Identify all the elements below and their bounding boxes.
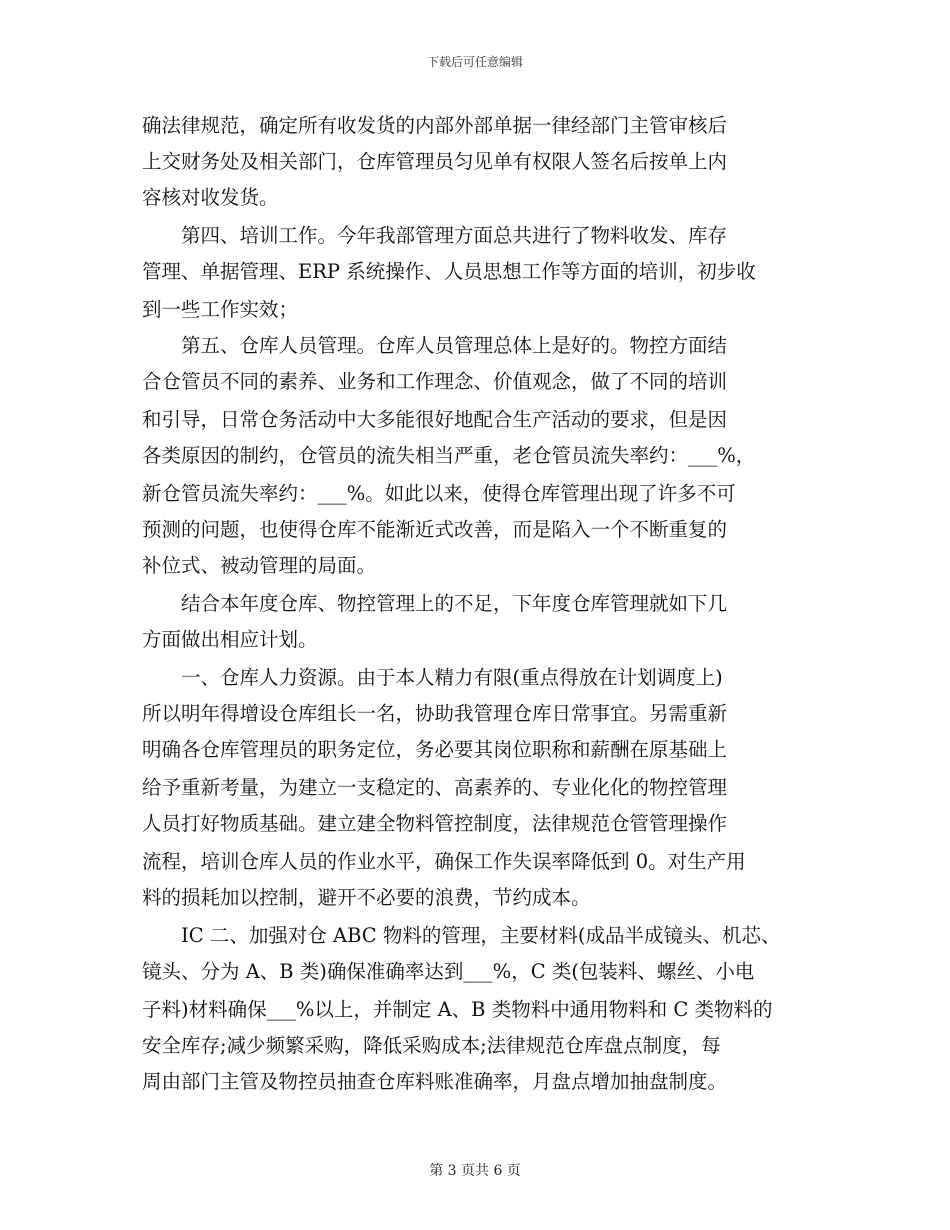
text-line: 容核对收发货。 <box>142 186 279 209</box>
text-line: IC 二、加强对仓 ABC 物料的管理，主要材料(成品半成镜头、机芯、 <box>142 924 781 947</box>
text-line: 料的损耗加以控制，避开不必要的浪费，节约成本。 <box>142 886 591 909</box>
text-line: 补位式、被动管理的局面。 <box>142 554 377 577</box>
text-line: 各类原因的制约，仓管员的流失相当严重，老仓管员流失率约：___%， <box>142 444 756 467</box>
text-line: 结合本年度仓库、物控管理上的不足，下年度仓库管理就如下几 <box>142 592 728 615</box>
text-line: 镜头、分为 A、B 类)确保准确率达到___%，C 类(包装料、螺丝、小电 <box>142 960 755 983</box>
page-header: 下载后可任意编辑 <box>426 55 523 69</box>
text-line: 和引导，日常仓务活动中大多能很好地配合生产活动的要求，但是因 <box>142 408 728 431</box>
text-line: 上交财务处及相关部门，仓库管理员匀见单有权限人签名后按单上内 <box>142 150 728 173</box>
text-line: 第五、仓库人员管理。仓库人员管理总体上是好的。物控方面结 <box>142 334 728 357</box>
text-line: 新仓管员流失率约：___%。如此以来，使得仓库管理出现了许多不可 <box>142 482 736 505</box>
text-line: 给予重新考量，为建立一支稳定的、高素养的、专业化化的物控管理 <box>142 776 728 799</box>
text-line: 管理、单据管理、ERP 系统操作、人员思想工作等方面的培训，初步收 <box>142 260 756 283</box>
text-line: 所以明年得增设仓库组长一名，协助我管理仓库日常事宜。另需重新 <box>142 702 728 725</box>
text-line: 一、仓库人力资源。由于本人精力有限(重点得放在计划调度上) <box>142 666 723 689</box>
text-line: 到一些工作实效； <box>142 298 299 321</box>
text-line: 明确各仓库管理员的职务定位，务必要其岗位职称和薪酬在原基础上 <box>142 738 728 761</box>
text-line: 安全库存;减少频繁采购，降低采购成本;法律规范仓库盘点制度，每 <box>142 1034 721 1057</box>
text-line: 方面做出相应计划。 <box>142 628 318 651</box>
text-line: 预测的问题，也使得仓库不能渐近式改善，而是陷入一个不断重复的 <box>142 518 728 541</box>
text-line: 子料)材料确保___%以上，并制定 A、B 类物料中通用物料和 C 类物料的 <box>142 998 773 1021</box>
text-line: 人员打好物质基础。建立建全物料管控制度，法律规范仓管管理操作 <box>142 812 728 835</box>
text-line: 周由部门主管及物控员抽查仓库料账准确率，月盘点增加抽盘制度。 <box>142 1070 728 1093</box>
text-line: 流程，培训仓库人员的作业水平，确保工作失误率降低到 0。对生产用 <box>142 850 746 873</box>
text-line: 第四、培训工作。今年我部管理方面总共进行了物料收发、库存 <box>142 224 728 247</box>
page-number-footer: 第 3 页共 6 页 <box>429 1163 521 1179</box>
text-line: 合仓管员不同的素养、业务和工作理念、价值观念，做了不同的培训 <box>142 370 728 393</box>
text-line: 确法律规范，确定所有收发货的内部外部单据一律经部门主管审核后 <box>142 114 728 137</box>
